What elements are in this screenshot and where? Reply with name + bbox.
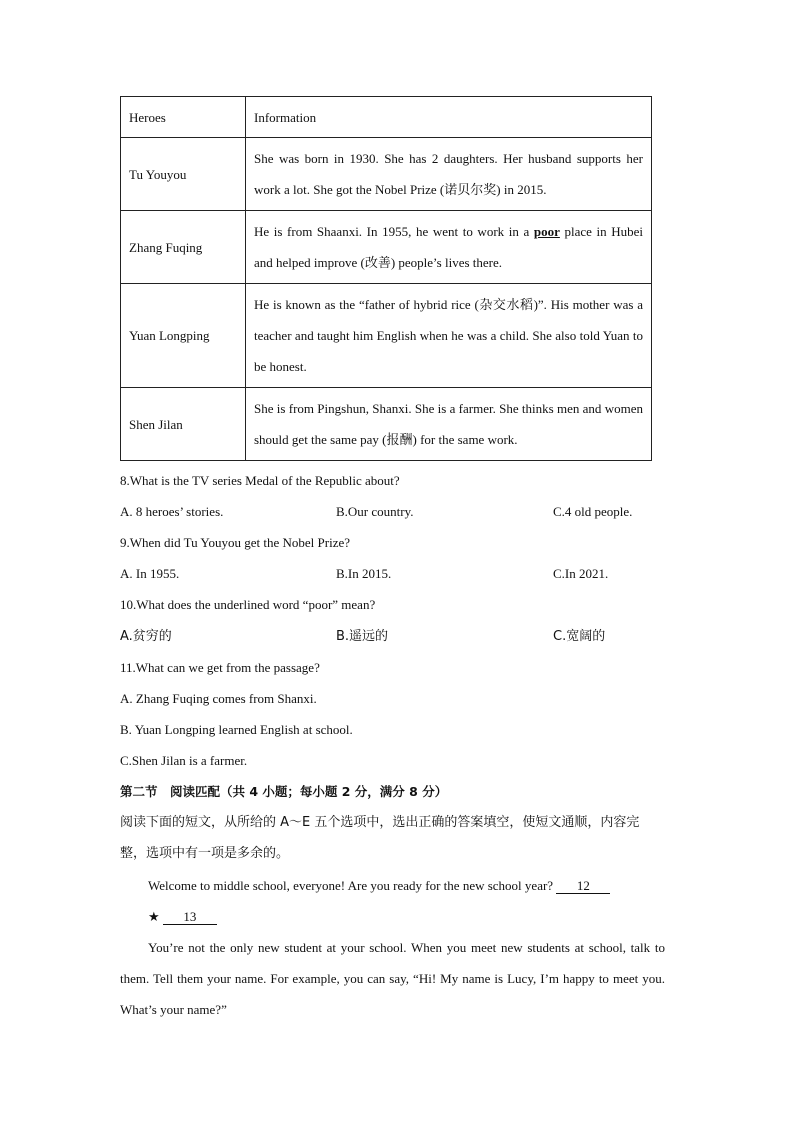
underlined-word-poor: poor bbox=[533, 224, 560, 239]
hero-name: Zhang Fuqing bbox=[121, 211, 246, 284]
question-9-stem: 9.When did Tu Youyou get the Nobel Prize? bbox=[120, 535, 351, 550]
question-10-stem: 10.What does the underlined word “poor” mean? bbox=[120, 597, 376, 612]
hero-name: Yuan Longping bbox=[121, 284, 246, 388]
passage-paragraph-1 bbox=[148, 878, 610, 894]
passage-text: Welcome to middle school, everyone! Are you ready for the new school year? bbox=[148, 878, 554, 893]
question-8-option-a: A. 8 heroes’ stories. bbox=[120, 504, 224, 519]
table-header-row bbox=[121, 97, 652, 138]
passage-star-line bbox=[148, 909, 217, 925]
star-icon: ★ bbox=[148, 909, 160, 924]
question-11-option-c: C.Shen Jilan is a farmer. bbox=[120, 753, 248, 768]
question-11-stem: 11.What can we get from the passage? bbox=[120, 660, 320, 675]
question-8-option-b: B.Our country. bbox=[336, 504, 414, 519]
question-9-option-a: A. In 1955. bbox=[120, 566, 180, 581]
passage-paragraph-2: You’re not the only new student at your school. When you meet new students at school, talk to them. Tell them your name. For example, you can say, “Hi! My name is Lucy, I’m happy to meet you. What’s your name?” bbox=[120, 940, 665, 1017]
question-10-option-c: C.宽阔的 bbox=[553, 629, 606, 644]
question-8-option-c: C.4 old people. bbox=[553, 504, 633, 519]
question-9-option-b: B.In 2015. bbox=[336, 566, 392, 581]
header-heroes: Heroes bbox=[121, 97, 246, 138]
table-row bbox=[121, 388, 652, 461]
heroes-table bbox=[120, 96, 652, 461]
hero-info bbox=[246, 211, 652, 284]
question-11-option-a: A. Zhang Fuqing comes from Shanxi. bbox=[120, 691, 317, 706]
table-row bbox=[121, 211, 652, 284]
section-2-instructions: 阅读下面的短文，从所给的 A～E 五个选项中，选出正确的答案填空，使短文通顺，内容完整，选项中有一项是多余的。 bbox=[120, 815, 640, 861]
hero-info-text: He is from Shaanxi. In 1955, he went to work in a bbox=[254, 224, 534, 239]
blank-13[interactable]: 13 bbox=[163, 910, 217, 925]
question-9-option-c: C.In 2021. bbox=[553, 566, 609, 581]
question-10-option-a: A.贫穷的 bbox=[120, 629, 172, 644]
question-8-stem: 8.What is the TV series Medal of the Republic about? bbox=[120, 473, 400, 488]
hero-info: He is known as the “father of hybrid rice (杂交水稻)”. His mother was a teacher and taught him English when he was a child. She also told Yuan to be honest. bbox=[246, 284, 652, 388]
hero-info: She was born in 1930. She has 2 daughters. Her husband supports her work a lot. She got the Nobel Prize (诺贝尔奖) in 2015. bbox=[246, 138, 652, 211]
hero-info-text: place in Hubei and helped improve (改善) people’s lives there. bbox=[254, 224, 644, 270]
blank-12[interactable]: 12 bbox=[556, 879, 610, 894]
question-10-option-b: B.遥远的 bbox=[336, 629, 389, 644]
hero-info: She is from Pingshun, Shanxi. She is a farmer. She thinks men and women should get the same pay (报酬) for the same work. bbox=[246, 388, 652, 461]
hero-name: Shen Jilan bbox=[121, 388, 246, 461]
hero-name: Tu Youyou bbox=[121, 138, 246, 211]
section-2-title: 第二节 阅读匹配（共 4 小题；每小题 2 分，满分 8 分） bbox=[120, 784, 448, 799]
table-row bbox=[121, 284, 652, 388]
question-11-option-b: B. Yuan Longping learned English at school. bbox=[120, 722, 353, 737]
header-information: Information bbox=[246, 97, 652, 138]
table-row bbox=[121, 138, 652, 211]
